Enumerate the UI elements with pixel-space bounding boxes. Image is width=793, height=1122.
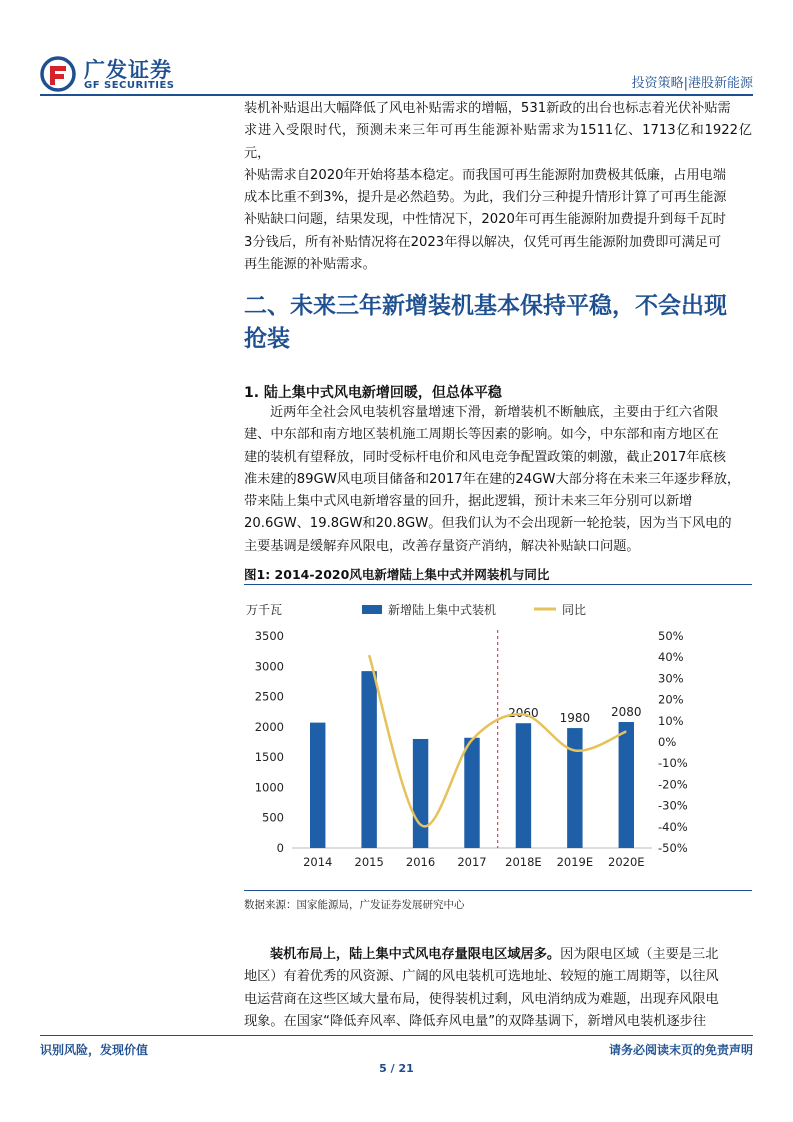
y2-tick-label: 0%	[658, 735, 677, 749]
y-tick-label: 1000	[254, 780, 284, 795]
y-tick-label: 3500	[254, 629, 284, 643]
intro-line: 补贴缺口问题，结果发现，中性情况下，2020年可再生能源附加费提升到每千瓦时	[244, 212, 726, 228]
y2-tick-label: -40%	[658, 819, 688, 834]
capacity-chart	[244, 588, 754, 888]
y-axis-label: 万千瓦	[246, 603, 283, 617]
x-tick-label: 2015	[354, 855, 384, 869]
subsection-line: 带来陆上集中式风电新增容量的回升，据此逻辑，预计未来三年分别可以新增	[244, 494, 693, 510]
chart-legend	[362, 602, 586, 617]
closing-line: 电运营商在这些区域大量布局，使得装机过剩，风电消纳成为难题，出现弃风限电	[244, 991, 719, 1007]
x-tick-label: 2019E	[556, 855, 594, 869]
closing-line: 现象。在国家“降低弃风率、降低弃风电量”的双降基调下，新增风电装机逐步往	[244, 1013, 707, 1029]
gf-logo-icon	[40, 56, 76, 92]
y2-tick-label: -50%	[658, 841, 688, 855]
brand-name-en: GF SECURITIES	[84, 80, 175, 91]
bar-data-label: 1980	[559, 711, 591, 726]
figure-title: 图1: 2014-2020风电新增陆上集中式并网装机与同比	[244, 567, 550, 582]
subsection-line: 建的装机有望释放，同时受标杆电价和风电竞争配置政策的刺激，截止2017年底核	[244, 449, 726, 465]
y2-tick-label: 50%	[658, 629, 684, 643]
intro-line: 成本比重不到3%，提升是必然趋势。为此，我们分三种提升情形计算了可再生能源	[244, 190, 727, 206]
bar-data-label: 2060	[508, 706, 539, 721]
closing-first-line	[244, 944, 752, 966]
intro-line: 补贴需求自2020年开始将基本稳定。而我国可再生能源附加费极其低廉，占用电端	[244, 167, 726, 183]
bar-2018E	[516, 723, 531, 848]
y-tick-label: 1500	[254, 750, 284, 765]
brand-name-cn: 广发证券	[84, 58, 172, 82]
x-tick-label: 2020E	[608, 855, 645, 869]
bar-data-label: 2080	[611, 705, 642, 720]
page-number: 5 / 21	[379, 1062, 414, 1075]
closing-lead: 装机布局上，陆上集中式风电存量限电区域居多。	[270, 947, 561, 962]
y-tick-label: 2500	[254, 689, 284, 704]
bar-2015	[361, 671, 376, 848]
y2-tick-label: 30%	[658, 671, 684, 686]
y2-tick-label: -20%	[658, 777, 688, 792]
closing-line: 地区）有着优秀的风资源、广阔的风电装机可选地址、较短的施工周期等，以往风	[244, 969, 719, 985]
section-title-line: 抢装	[244, 326, 290, 352]
y2-tick-label: -10%	[658, 756, 688, 771]
closing-paragraph	[244, 944, 752, 1033]
x-tick-label: 2018E	[505, 855, 542, 869]
x-tick-label: 2016	[405, 855, 436, 869]
subsection-line: 主要基调是缓解弃风限电，改善存量资产消纳，解决补贴缺口问题。	[244, 538, 640, 554]
subsection-line: 准未建的89GW风电项目储备和2017年在建的24GW大部分将在未来三年逐步释放，	[244, 471, 741, 487]
figure-source: 数据来源：国家能源局，广发证券发展研究中心	[244, 899, 465, 911]
y-tick-label: 2000	[254, 719, 284, 734]
legend-bar-label: 新增陆上集中式装机	[388, 603, 497, 617]
y-tick-label: 3000	[254, 659, 284, 674]
intro-line: 再生能源的补贴需求。	[244, 257, 376, 273]
footer-disclaimer-note: 请务必阅读末页的免责声明	[608, 1043, 753, 1057]
subsection-line: 建、中东部和南方地区装机施工周期长等因素的影响。如今，中东部和南方地区在	[244, 427, 719, 443]
bar-2016	[413, 739, 428, 848]
figure-rule-top	[244, 584, 752, 585]
intro-line: 3分钱后，所有补贴情况将在2023年得以解决，仅凭可再生能源附加费即可满足可	[244, 234, 722, 250]
header-divider	[40, 94, 753, 96]
section-title	[244, 290, 754, 356]
y2-tick-label: 40%	[658, 650, 684, 665]
y2-tick-label: 20%	[658, 692, 684, 707]
bar-2014	[310, 723, 325, 848]
subsection-title: 1. 陆上集中式风电新增回暖，但总体平稳	[244, 385, 502, 401]
plot-area	[255, 629, 688, 869]
bar-2019E	[567, 728, 582, 848]
intro-line: 求进入受限时代，预测未来三年可再生能源补贴需求为1511亿、1713亿和1922亿元，	[244, 123, 752, 161]
y-tick-label: 500	[262, 810, 284, 825]
x-tick-label: 2017	[457, 855, 487, 869]
x-tick-label: 2014	[303, 855, 333, 869]
footer-slogan: 识别风险，发现价值	[40, 1043, 149, 1057]
y2-tick-label: 10%	[658, 713, 684, 728]
y2-tick-label: -30%	[658, 798, 688, 813]
subsection-line: 近两年全社会风电装机容量增速下滑，新增装机不断触底，主要由于红六省限	[270, 405, 719, 420]
footer-divider	[40, 1035, 753, 1036]
legend-bar-swatch	[362, 605, 382, 614]
report-category: 投资策略|港股新能源	[631, 76, 753, 91]
y-tick-label: 0	[276, 841, 284, 855]
section-title-line: 二、未来三年新增装机基本保持平稳，不会出现	[244, 293, 727, 319]
bar-2020E	[619, 722, 634, 848]
intro-line: 装机补贴退出大幅降低了风电补贴需求的增幅，531新政的出台也标志着光伏补贴需	[244, 101, 731, 116]
figure-rule-bottom	[244, 890, 752, 891]
intro-paragraph	[244, 98, 752, 276]
legend-line-label: 同比	[562, 603, 587, 617]
subsection-line: 20.6GW、19.8GW和20.8GW。但我们认为不会出现新一轮抢装，因为当下风电的	[244, 516, 732, 532]
closing-first-rest: 因为限电区域（主要是三北	[560, 947, 719, 962]
subsection-paragraph	[244, 402, 752, 558]
bar-2017	[464, 738, 479, 848]
